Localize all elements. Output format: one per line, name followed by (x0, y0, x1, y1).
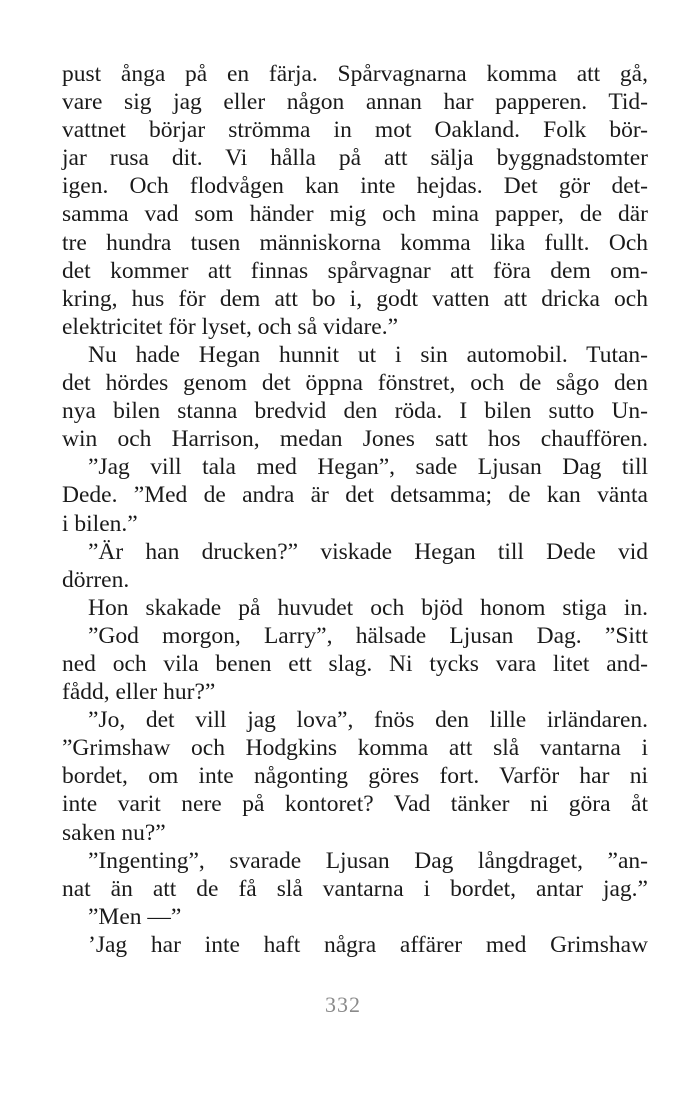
text-line: nat än att de få slå vantarna i bordet, antar jag.” (62, 875, 648, 902)
text-line: ”Jo, det vill jag lova”, fnös den lille irländaren. (88, 707, 648, 734)
text-line: saken nu?” (62, 819, 166, 846)
text-line: ”Jag vill tala med Hegan”, sade Ljusan Dag till (88, 454, 648, 481)
page-number: 332 (325, 992, 361, 1017)
text-line: ”God morgon, Larry”, hälsade Ljusan Dag. ”Sitt (88, 622, 648, 649)
text-line: ”Är han drucken?” viskade Hegan till Dede vid (88, 538, 648, 565)
text-line: i bilen.” (62, 510, 138, 537)
body-text (62, 60, 648, 959)
text-line: jar rusa dit. Vi hålla på att sälja byggnadstomter (62, 145, 648, 172)
text-line: kring, hus för dem att bo i, godt vatten att dricka och (62, 285, 648, 312)
text-line: vare sig jag eller någon annan har papperen. Tid- (62, 89, 648, 116)
text-line: vattnet börjar strömma in mot Oakland. Folk bör- (62, 117, 648, 144)
text-line: igen. Och flodvågen kan inte hejdas. Det gör det- (62, 173, 648, 200)
text-line: tre hundra tusen människorna komma lika fullt. Och (62, 229, 648, 256)
text-line: win och Harrison, medan Jones satt hos chauffören. (62, 426, 648, 453)
text-line: ’Jag har inte haft några affärer med Grimshaw (88, 931, 648, 958)
text-line: Dede. ”Med de andra är det detsamma; de kan vänta (62, 482, 648, 509)
text-line: elektricitet för lyset, och så vidare.” (62, 313, 399, 340)
text-line: samma vad som händer mig och mina papper, de där (62, 201, 648, 228)
text-line: nya bilen stanna bredvid den röda. I bilen sutto Un- (62, 398, 648, 425)
text-line: bordet, om inte någonting göres fort. Varför har ni (62, 763, 648, 790)
text-line: pust ånga på en färja. Spårvagnarna komma att gå, (62, 61, 648, 87)
text-line: inte varit nere på kontoret? Vad tänker ni göra åt (62, 791, 648, 818)
text-line: ”Ingenting”, svarade Ljusan Dag långdraget, ”an- (88, 847, 648, 874)
text-line: dörren. (62, 566, 130, 593)
text-line: det kommer att finnas spårvagnar att föra dem om- (62, 257, 648, 284)
text-line: ”Grimshaw och Hodgkins komma att slå vantarna i (62, 735, 648, 762)
text-line: fådd, eller hur?” (62, 679, 216, 706)
text-line: Nu hade Hegan hunnit ut i sin automobil. Tutan- (88, 341, 648, 368)
text-line: ned och vila benen ett slag. Ni tycks vara litet and- (62, 650, 648, 677)
text-line: det hördes genom det öppna fönstret, och de sågo den (62, 370, 648, 397)
text-line: Hon skakade på huvudet och bjöd honom stiga in. (88, 594, 648, 621)
text-line: ”Men —” (88, 903, 182, 930)
